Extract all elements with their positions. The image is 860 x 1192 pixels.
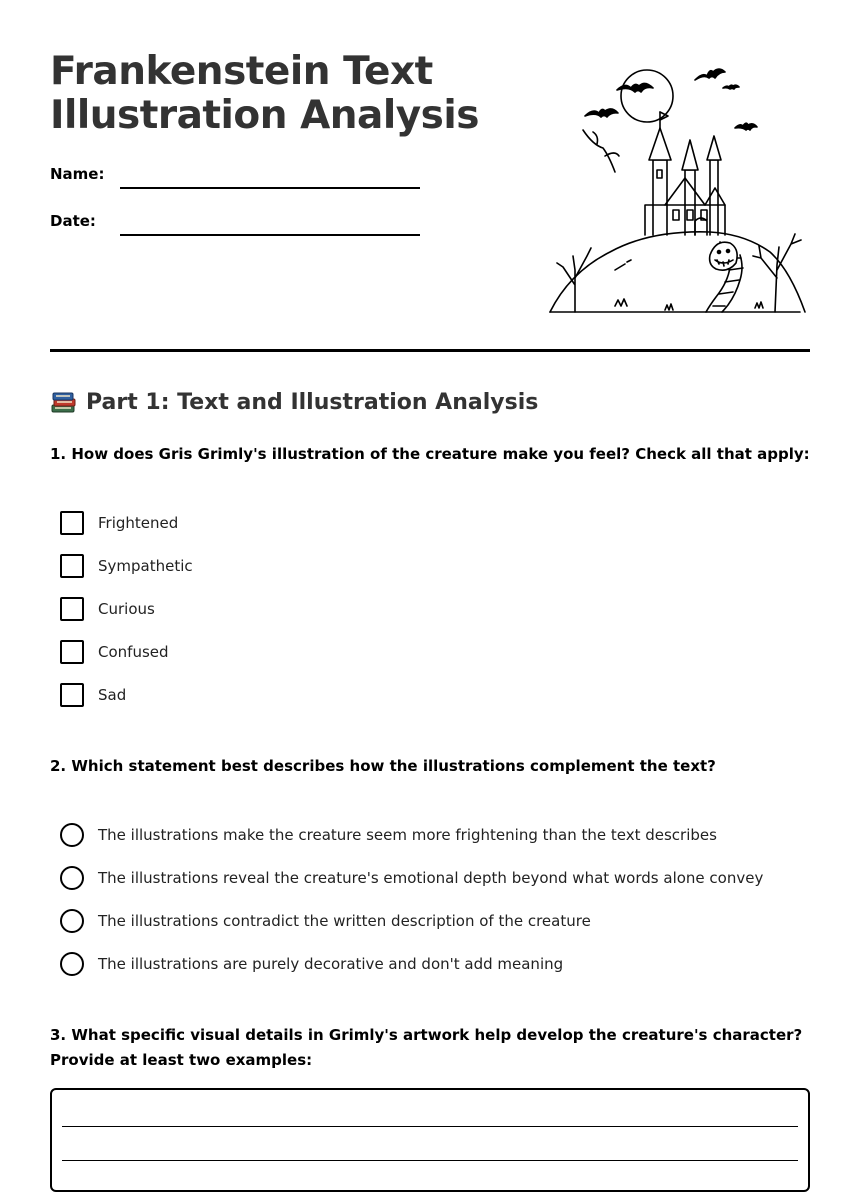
q1-option-confused[interactable] <box>60 640 169 664</box>
option-label: Sympathetic <box>98 557 193 575</box>
radio-button[interactable] <box>60 823 84 847</box>
name-label: Name: <box>50 165 105 183</box>
checkbox[interactable] <box>60 511 84 535</box>
checkbox[interactable] <box>60 683 84 707</box>
option-label: Curious <box>98 600 155 618</box>
checkbox[interactable] <box>60 640 84 664</box>
date-field[interactable] <box>120 234 420 236</box>
worksheet-title <box>50 50 479 138</box>
q1-option-sympathetic[interactable] <box>60 554 193 578</box>
title-line-1: Frankenstein Text <box>50 49 433 94</box>
title-line-2: Illustration Analysis <box>50 93 479 138</box>
q2-option-4[interactable] <box>60 952 563 976</box>
option-label: The illustrations contradict the written description of the creature <box>98 912 591 930</box>
answer-box[interactable] <box>50 1088 810 1192</box>
checkbox[interactable] <box>60 554 84 578</box>
question-2-prompt: 2. Which statement best describes how the illustrations complement the text? <box>50 757 716 775</box>
q1-option-curious[interactable] <box>60 597 155 621</box>
option-label: The illustrations make the creature seem more frightening than the text describes <box>98 826 717 844</box>
part1-heading <box>50 388 538 416</box>
q2-option-3[interactable] <box>60 909 591 933</box>
option-label: Frightened <box>98 514 179 532</box>
name-field[interactable] <box>120 187 420 189</box>
option-label: Sad <box>98 686 127 704</box>
q1-option-sad[interactable] <box>60 683 126 707</box>
part1-title: Part 1: Text and Illustration Analysis <box>86 389 539 415</box>
question-1-prompt: 1. How does Gris Grimly's illustration of the creature make you feel? Check all that apply: <box>50 445 810 463</box>
checkbox[interactable] <box>60 597 84 621</box>
q2-option-2[interactable] <box>60 866 763 890</box>
date-label: Date: <box>50 212 96 230</box>
option-label: The illustrations reveal the creature's emotional depth beyond what words alone convey <box>98 869 764 887</box>
option-label: Confused <box>98 643 169 661</box>
q2-option-1[interactable] <box>60 823 717 847</box>
question-3-prompt: 3. What specific visual details in Grimly's artwork help develop the creature's character? Provide at least two examples: <box>50 1026 803 1069</box>
answer-line <box>62 1126 798 1127</box>
option-label: The illustrations are purely decorative and don't add meaning <box>98 955 564 973</box>
haunted-castle-illustration <box>545 60 810 325</box>
header-divider <box>50 349 810 352</box>
radio-button[interactable] <box>60 866 84 890</box>
books-icon <box>50 388 78 416</box>
radio-button[interactable] <box>60 909 84 933</box>
radio-button[interactable] <box>60 952 84 976</box>
q1-option-frightened[interactable] <box>60 511 178 535</box>
